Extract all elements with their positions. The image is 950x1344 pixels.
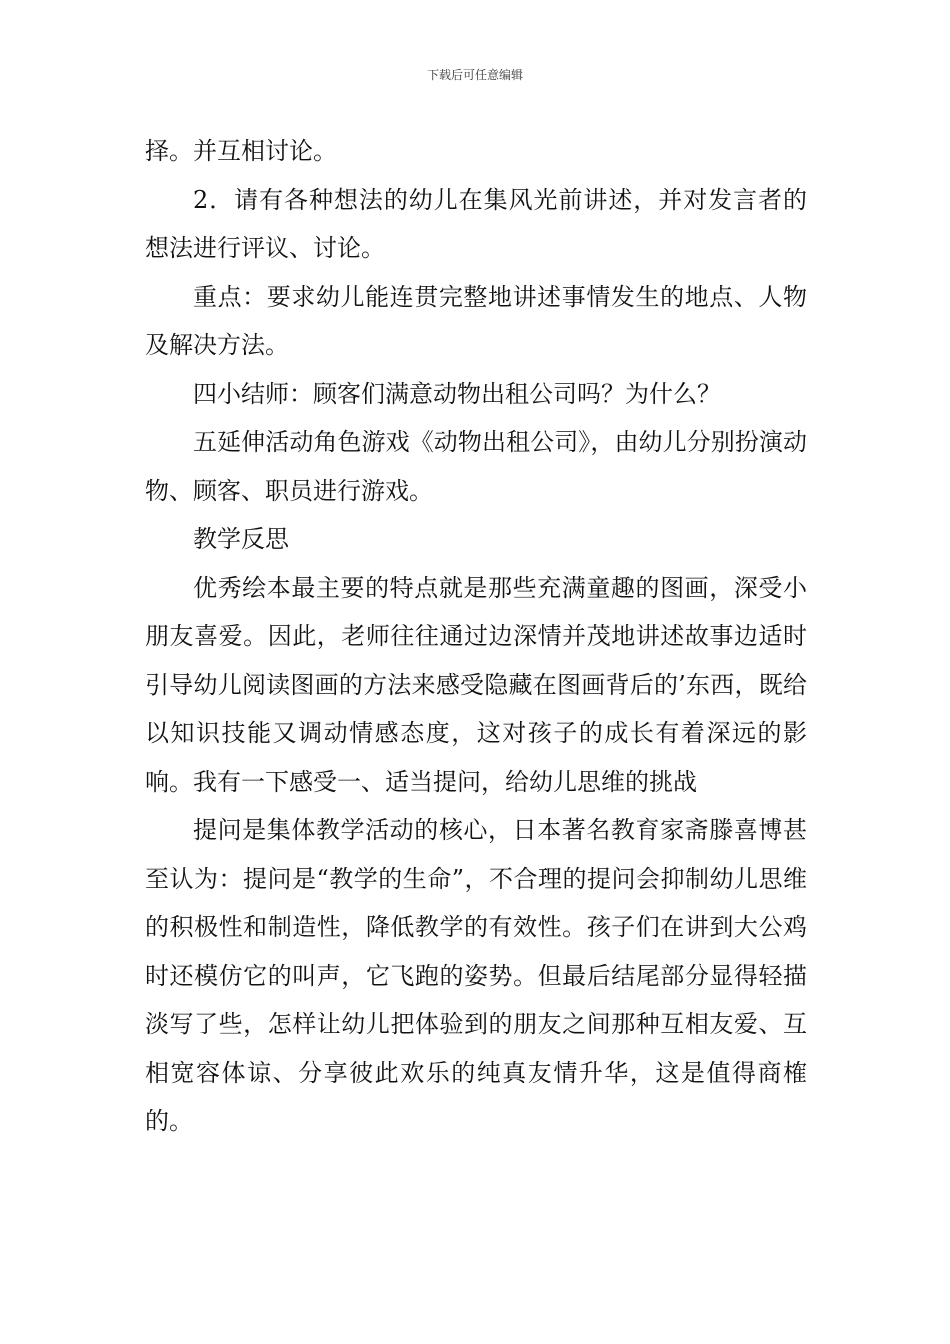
paragraph: 择。并互相讨论。 [145, 137, 337, 165]
section-heading: 教学反思 [193, 525, 289, 553]
paragraph: 优秀绘本最主要的特点就是那些充满童趣的图画，深受小朋友喜爱。因此，老师往往通过边深情并茂地讲述故事边适时引导幼儿阅读图画的方法来感受隐藏在图画背后的’东西，既给以知识技能又调动情感态度，这对孩子的成长有着深远的影响。我有一下感受一、适当提问，给幼儿思维的挑战 [145, 573, 807, 796]
paragraph: 重点：要求幼儿能连贯完整地讲述事情发生的地点、人物及解决方法。 [145, 282, 807, 359]
paragraph: 四小结师：顾客们满意动物出租公司吗？为什么？ [193, 379, 721, 408]
document-body [145, 127, 807, 1146]
page-header: 下载后可任意编辑 [426, 68, 523, 82]
paragraph: 五延伸活动角色游戏《动物出租公司》，由幼儿分别扮演动物、顾客、职员进行游戏。 [145, 428, 807, 505]
paragraph: 提问是集体教学活动的核心，日本著名教育家斋滕喜博甚至认为：提问是“教学的生命”，不合理的提问会抑制幼儿思维的积极性和制造性，降低教学的有效性。孩子们在讲到大公鸡时还模仿它的叫声，它飞跑的姿势。但最后结尾部分显得轻描淡写了些，怎样让幼儿把体验到的朋友之间那种互相友爱、互相宽容体谅、分享彼此欢乐的纯真友情升华，这是值得商榷的。 [145, 816, 807, 1135]
paragraph: 2．请有各种想法的幼儿在集风光前讲述，并对发言者的想法进行评议、讨论。 [145, 185, 807, 262]
